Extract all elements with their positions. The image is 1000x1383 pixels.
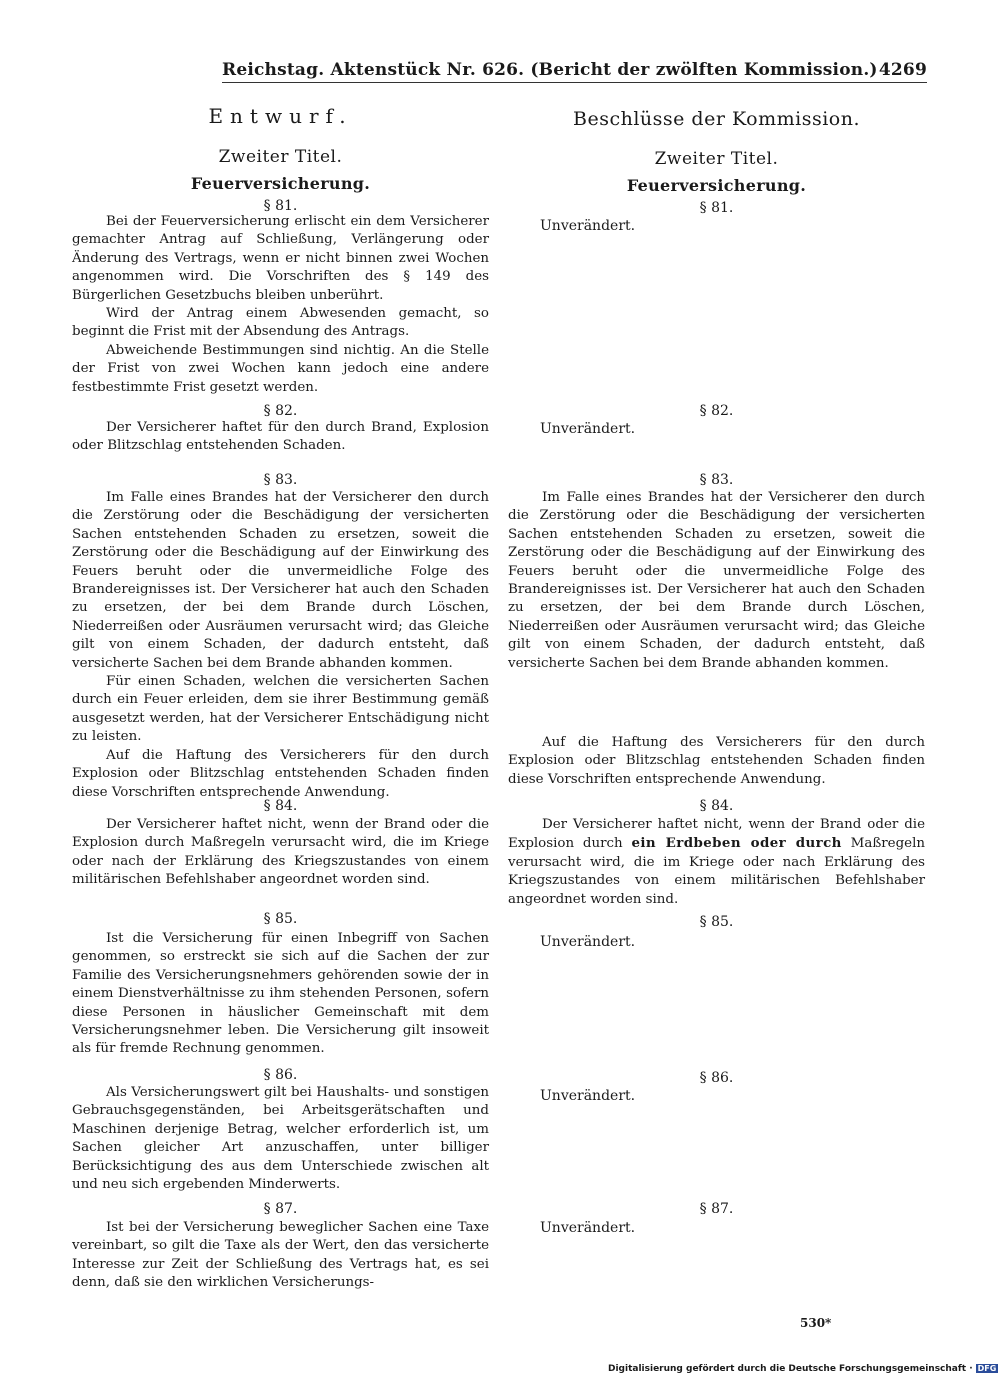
running-title: Reichstag. Aktenstück Nr. 626. (Bericht der zwölften Kommission.) xyxy=(222,60,878,80)
right-subtitle: Feuerversicherung. xyxy=(626,176,807,195)
left-section-85-head: § 85. xyxy=(263,911,298,927)
right-section-84-text xyxy=(508,816,925,909)
paragraph: Der Versicherer haftet nicht, wenn der Brand oder die Explosion durch Maßregeln verursacht wird, die im Kriege oder nach der Erklärung des Kriegszustandes von einem militärischen Befehlshaber angeordnet worden sind. xyxy=(72,817,489,888)
right-titel: Zweiter Titel. xyxy=(654,149,779,169)
right-section-82-head: § 82. xyxy=(699,403,734,419)
left-subtitle: Feuerversicherung. xyxy=(190,174,371,193)
text-run: Der Versicherer haftet nicht, wenn der Brand oder die Explosion durch xyxy=(508,817,925,852)
footer-text: Digitalisierung gefördert durch die Deutsche Forschungsgemeinschaft · xyxy=(608,1364,973,1374)
left-section-87-head: § 87. xyxy=(263,1201,298,1217)
right-section-81-head: § 81. xyxy=(699,200,734,216)
left-section-87-text xyxy=(72,1219,489,1293)
left-section-83-head: § 83. xyxy=(263,472,298,488)
text-run: Maßregeln verursacht wird, die im Kriege oder nach Erklärung des Kriegszustandes von einem militärischen Befehlshaber angeordnet worden sind. xyxy=(508,836,925,907)
paragraph: Abweichende Bestimmungen sind nichtig. An die Stelle der Frist von zwei Wochen kann jedoch eine andere festbestimmte Frist gesetzt werden. xyxy=(72,342,489,395)
header-rule xyxy=(222,82,927,83)
paragraph: Ist bei der Versicherung beweglicher Sachen eine Taxe vereinbart, so gilt die Taxe als der Wert, den das versicherte Interesse zur Zeit der Schließung des Vertrags hat, es sei denn, daß sie den wirklichen Versicherungs- xyxy=(72,1220,489,1291)
paragraph: Im Falle eines Brandes hat der Versicherer den durch die Zerstörung oder die Beschädigung der versicherten Sachen entstehenden Schaden zu ersetzen, soweit die Zerstörung oder die Beschädigung auf der Einwirkung des Feuers beruht oder die unvermeidliche Folge des Brandereignisses ist. Der Versicherer hat auch den Schaden zu ersetzen, der bei dem Brande durch Löschen, Niederreißen oder Ausräumen verursacht wird; das Gleiche gilt von einem Schaden, der dadurch entsteht, daß versicherte Sachen bei dem Brande abhanden kommen. xyxy=(508,490,925,671)
left-section-84-head: § 84. xyxy=(263,798,298,814)
left-section-84-text xyxy=(72,816,489,890)
right-section-87-text: Unverändert. xyxy=(540,1220,636,1236)
paragraph: Der Versicherer haftet für den durch Brand, Explosion oder Blitzschlag entstehenden Schaden. xyxy=(72,420,489,454)
signature-mark: 530* xyxy=(800,1316,832,1330)
left-titel: Zweiter Titel. xyxy=(218,147,343,167)
entwurf-heading: Entwurf. xyxy=(208,104,353,128)
paragraph: Wird der Antrag einem Abwesenden gemacht, so beginnt die Frist mit der Absendung des Antrags. xyxy=(72,306,489,340)
right-section-83-para3 xyxy=(508,734,925,789)
dfg-logo-icon: DFG xyxy=(977,1364,997,1373)
left-section-86-head: § 86. xyxy=(263,1067,298,1083)
right-section-86-head: § 86. xyxy=(699,1070,734,1086)
right-section-83-text xyxy=(508,489,925,673)
left-section-86-text xyxy=(72,1084,489,1194)
left-section-81-head: § 81. xyxy=(263,198,298,214)
right-section-86-text: Unverändert. xyxy=(540,1088,636,1104)
paragraph xyxy=(508,816,925,909)
right-section-82-text: Unverändert. xyxy=(540,421,636,437)
paragraph: Auf die Haftung des Versicherers für den durch Explosion oder Blitzschlag entstehenden Schaden finden diese Vorschriften entsprechende Anwendung. xyxy=(72,747,489,800)
paragraph: Im Falle eines Brandes hat der Versicherer den durch die Zerstörung oder die Beschädigung der versicherten Sachen entstehenden Schaden zu ersetzen, soweit die Zerstörung oder die Beschädigung auf der Einwirkung des Feuers beruht oder die unvermeidliche Folge des Brandereignisses ist. Der Versicherer hat auch den Schaden zu ersetzen, der bei dem Brande durch Löschen, Niederreißen oder Ausräumen verursacht wird; das Gleiche gilt von einem Schaden, der dadurch entsteht, daß versicherte Sachen bei dem Brande abhanden kommen. xyxy=(72,490,489,671)
left-section-83-text xyxy=(72,489,489,802)
beschluesse-heading: Beschlüsse der Kommission. xyxy=(573,108,860,130)
right-section-85-head: § 85. xyxy=(699,914,734,930)
paragraph: Für einen Schaden, welchen die versicherten Sachen durch ein Feuer erleiden, dem sie ihrer Bestimmung gemäß ausgesetzt werden, hat der Versicherer Entschädigung nicht zu leisten. xyxy=(72,674,489,745)
left-section-82-text xyxy=(72,419,489,456)
right-section-81-text: Unverändert. xyxy=(540,218,636,234)
right-section-85-text: Unverändert. xyxy=(540,934,636,950)
left-section-85-text xyxy=(72,930,489,1059)
paragraph: Ist die Versicherung für einen Inbegriff von Sachen genommen, so erstreckt sie sich auf die Sachen der zur Familie des Versicherungsnehmers gehörenden sowie der in einem Dienstverhältnisse zu ihm stehenden Personen, sofern diese Personen in häuslicher Gemeinschaft mit dem Versicherungsnehmer leben. Die Versicherung gilt insoweit als für fremde Rechnung genommen. xyxy=(72,931,489,1057)
left-section-82-head: § 82. xyxy=(263,403,298,419)
left-section-81-text xyxy=(72,213,489,397)
inserted-text: ein Erdbeben oder durch xyxy=(631,835,842,852)
right-section-87-head: § 87. xyxy=(699,1201,734,1217)
right-section-83-head: § 83. xyxy=(699,472,734,488)
paragraph: Als Versicherungswert gilt bei Haushalts- und sonstigen Gebrauchsgegenständen, bei Arbeitsgerätschaften und Maschinen derjenige Betrag, welcher erforderlich ist, um Sachen gleicher Art anzuschaffen, unter billiger Berücksichtigung des aus dem Unterschiede zwischen alt und neu sich ergebenden Minderwerts. xyxy=(72,1085,489,1193)
paragraph: Auf die Haftung des Versicherers für den durch Explosion oder Blitzschlag entstehenden Schaden finden diese Vorschriften entsprechende Anwendung. xyxy=(508,735,925,787)
paragraph: Bei der Feuerversicherung erlischt ein dem Versicherer gemachter Antrag auf Schließung, Verlängerung oder Änderung des Vertrags, wenn er nicht binnen zwei Wochen angenommen wird. Die Vorschriften des § 149 des Bürgerlichen Gesetzbuchs bleiben unberührt. xyxy=(72,214,489,303)
page-number: 4269 xyxy=(878,60,927,80)
digitization-footer xyxy=(608,1364,998,1374)
right-section-84-head: § 84. xyxy=(699,798,734,814)
